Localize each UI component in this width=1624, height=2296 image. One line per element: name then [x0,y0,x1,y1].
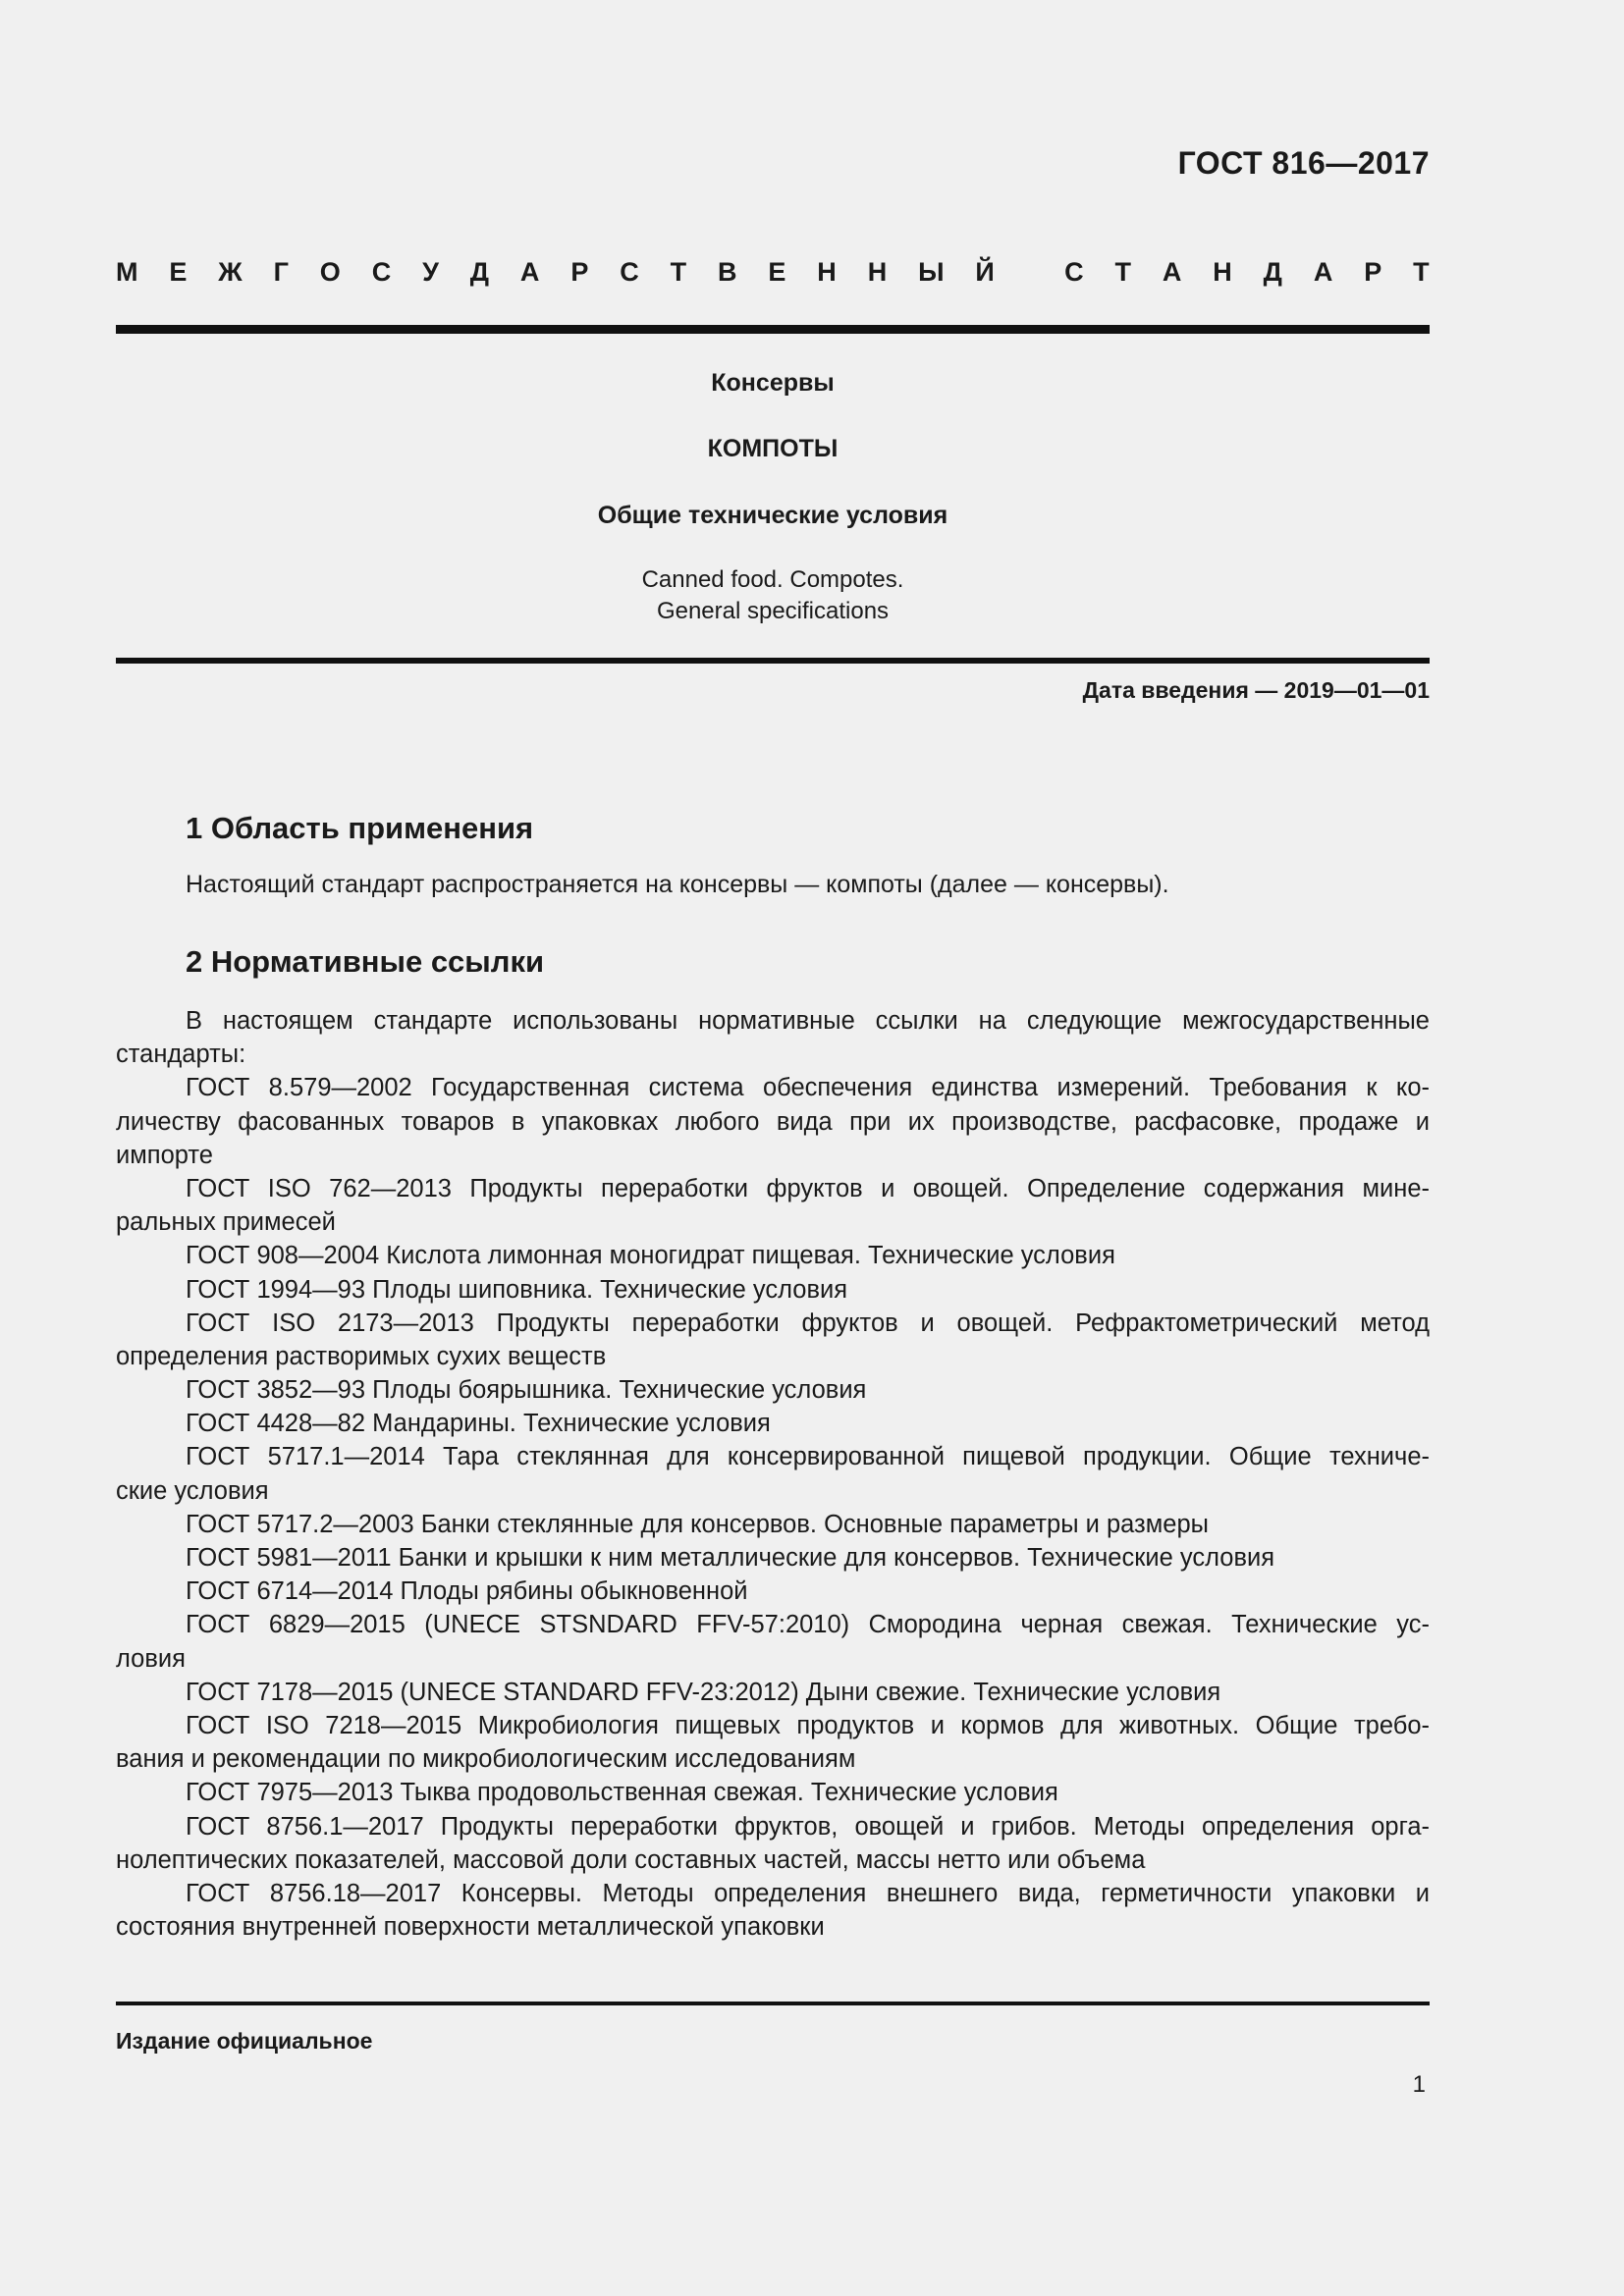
standard-kind-letter: Р [570,257,589,287]
standard-kind-letter: М [116,257,138,287]
section-heading-scope: 1 Область применения [186,811,534,845]
reference-line: ГОСТ 5717.1—2014 Тара стеклянная для консервированной пищевой продукции. Общие техниче- [186,1443,1430,1471]
reference-line: ГОСТ 7178—2015 (UNECE STANDARD FFV-23:2012) Дыни свежие. Технические условия [186,1678,1221,1706]
reference-line: определения растворимых сухих веществ [116,1342,607,1370]
reference-line: ГОСТ 3852—93 Плоды боярышника. Технические условия [186,1376,867,1405]
standard-kind-letter: Й [975,257,995,287]
bottom-rule [116,2002,1430,2005]
reference-line: ГОСТ 4428—82 Мандарины. Технические условия [186,1410,771,1438]
standard-kind-letter: А [1162,257,1182,287]
standard-kind-letter: Е [768,257,786,287]
reference-line: импорте [116,1141,213,1169]
standard-kind-letter: А [519,257,540,287]
standard-kind-letter: Г [273,257,289,287]
standard-kind-letter: Т [1413,257,1430,287]
title-main: КОМПОТЫ [707,435,839,462]
reference-line: ГОСТ 6829—2015 (UNECE STSNDARD FFV-57:2010) Смородина черная свежая. Технические ус- [186,1611,1430,1639]
reference-line: ГОСТ 7975—2013 Тыква продовольственная свежая. Технические условия [186,1779,1058,1807]
standard-kind-letter: Н [817,257,837,287]
reference-line: ГОСТ 6714—2014 Плоды рябины обыкновенной [186,1577,748,1606]
standard-kind-letter: А [1313,257,1333,287]
standard-kind-letter: Ы [918,257,945,287]
reference-line: ловия [116,1644,186,1673]
standard-kind-letter: С [620,257,639,287]
standard-kind-letter: Т [1114,257,1131,287]
references-list [116,1004,1430,1944]
reference-line: вания и рекомендации по микробиологическим исследованиям [116,1745,856,1774]
reference-line: ГОСТ 1994—93 Плоды шиповника. Технические условия [186,1275,848,1304]
top-rule [116,325,1430,334]
reference-line: ГОСТ 5981—2011 Банки и крышки к ним металлические для консервов. Технические условия [186,1544,1275,1572]
reference-line: ГОСТ 8.579—2002 Государственная система обеспечения единства измерений. Требования к ко- [186,1074,1430,1102]
reference-line: стандарты: [116,1041,246,1069]
reference-line: состояния внутренней поверхности металлической упаковки [116,1913,825,1942]
standard-kind-letter: Т [670,257,687,287]
standard-kind-letter [1026,257,1034,288]
title-subtitle: Общие технические условия [597,502,948,529]
standard-kind-letter: Р [1364,257,1382,287]
reference-line: ГОСТ ISO 2173—2013 Продукты переработки фруктов и овощей. Рефрактометрический метод [186,1308,1430,1337]
standard-kind-letter: Ж [218,257,243,287]
reference-line: ГОСТ ISO 7218—2015 Микробиология пищевых продуктов и кормов для животных. Общие требо- [186,1711,1430,1739]
edition-label: Издание официальное [116,2028,373,2054]
standard-kind-letter: Н [1213,257,1232,287]
reference-line: В настоящем стандарте использованы нормативные ссылки на следующие межгосударственные [186,1007,1430,1035]
page-number: 1 [1412,2071,1426,2098]
title-english-line: Canned food. Compotes. [641,566,904,593]
standard-kind-letter: Д [469,257,490,287]
title-english-line: General specifications [656,598,890,624]
reference-line: ГОСТ ISO 762—2013 Продукты переработки фруктов и овощей. Определение содержания мине- [186,1174,1430,1202]
standard-kind-letter: Н [867,257,888,287]
standard-kind-letter: Д [1263,257,1282,287]
standard-kind-letter: О [319,257,341,287]
title-english [116,564,1430,627]
reference-line: ГОСТ 908—2004 Кислота лимонная моногидрат пищевая. Технические условия [186,1242,1115,1270]
standard-kind-letter: С [1064,257,1084,287]
standard-kind-heading [116,257,1430,288]
standard-kind-letter: В [718,257,737,287]
reference-line: нолептических показателей, массовой доли составных частей, массы нетто или объема [116,1845,1146,1874]
reference-line: личеству фасованных товаров в упаковках любого вида при их производстве, расфасовке, продаже и [116,1107,1430,1136]
reference-line: ГОСТ 5717.2—2003 Банки стеклянные для консервов. Основные параметры и размеры [186,1510,1209,1538]
title-category: Консервы [711,369,835,397]
reference-line: ские условия [116,1476,269,1505]
section-heading-references: 2 Нормативные ссылки [186,944,545,979]
standard-kind-letter: Е [169,257,188,287]
reference-line: ГОСТ 8756.18—2017 Консервы. Методы определения внешнего вида, герметичности упаковки и [186,1879,1430,1907]
middle-rule [116,658,1430,664]
reference-line: ральных примесей [116,1208,336,1237]
introduction-date: Дата введения — 2019—01—01 [1082,677,1430,703]
standard-kind-letter: С [371,257,392,287]
gost-number: ГОСТ 816—2017 [1177,145,1430,181]
reference-line: ГОСТ 8756.1—2017 Продукты переработки фруктов, овощей и грибов. Методы определения орга- [186,1812,1430,1841]
scope-paragraph: Настоящий стандарт распространяется на консервы — компоты (далее — консервы). [186,871,1169,898]
standard-kind-letter: У [422,257,439,287]
